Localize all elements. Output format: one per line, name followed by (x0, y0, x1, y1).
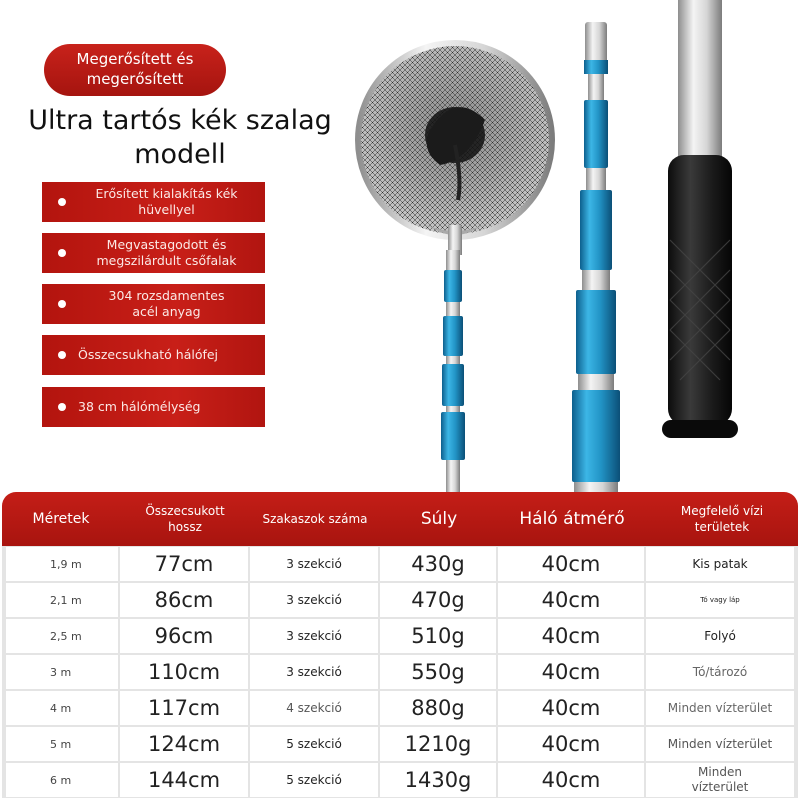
header-text: Súly (420, 509, 458, 529)
bullet-icon (58, 403, 66, 411)
handle-closeup (662, 0, 738, 438)
bullet-icon (58, 351, 66, 359)
cell-size: 5 m (6, 727, 118, 761)
header-text: hossz (168, 520, 202, 534)
feature-line: acél anyag (132, 304, 201, 319)
header-size (2, 492, 120, 546)
cell-weight: 510g (380, 619, 496, 653)
table-row (2, 654, 798, 690)
title-line-2: modell (134, 139, 226, 170)
cell-length: 96cm (120, 619, 248, 653)
cell-weight: 430g (380, 547, 496, 581)
header-text: Méretek (32, 511, 90, 527)
header-folded-length (120, 492, 250, 546)
cell-weight: 550g (380, 655, 496, 689)
feature-blue-sleeve (42, 182, 265, 222)
bullet-icon (58, 198, 66, 206)
cell-sections: 4 szekció (250, 691, 378, 725)
table-row (2, 546, 798, 582)
badge-line-1: Megerősített és (76, 50, 194, 68)
feature-foldable-head (42, 335, 265, 375)
header-sections (250, 492, 380, 546)
header-text: Összecsukott (145, 504, 225, 518)
feature-stainless-steel (42, 284, 265, 324)
cell-diameter: 40cm (498, 727, 644, 761)
feature-line: hüvellyel (138, 202, 195, 217)
header-water-areas (646, 492, 798, 546)
cell-size: 1,9 m (6, 547, 118, 581)
feature-line: Erősített kialakítás kék (95, 186, 238, 201)
cell-size: 4 m (6, 691, 118, 725)
cell-diameter: 40cm (498, 619, 644, 653)
cell-diameter: 40cm (498, 655, 644, 689)
table-body (2, 546, 798, 798)
cell-area: Tó/tározó (646, 655, 794, 689)
cell-diameter: 40cm (498, 763, 644, 797)
cell-length: 110cm (120, 655, 248, 689)
cell-size: 6 m (6, 763, 118, 797)
cell-sections: 3 szekció (250, 619, 378, 653)
cell-area: Tó vagy láp (646, 583, 794, 617)
feature-net-depth (42, 387, 265, 427)
reinforced-badge (44, 44, 226, 96)
cell-length: 124cm (120, 727, 248, 761)
net-head (358, 43, 552, 255)
cell-weight: 880g (380, 691, 496, 725)
middle-pole (441, 250, 465, 495)
cell-area: Kis patak (646, 547, 794, 581)
feature-line: 38 cm hálómélység (78, 399, 201, 414)
feature-text (74, 288, 265, 320)
header-net-diameter (498, 492, 646, 546)
badge-line-2: megerősített (86, 70, 184, 88)
cell-area: Folyó (646, 619, 794, 653)
cell-sections: 5 szekció (250, 763, 378, 797)
table-row (2, 690, 798, 726)
feature-text (74, 399, 265, 415)
cell-area: Minden vízterület (646, 691, 794, 725)
bullet-icon (58, 300, 66, 308)
cell-weight: 1430g (380, 763, 496, 797)
cell-area: Minden vízterület (646, 727, 794, 761)
cell-diameter: 40cm (498, 691, 644, 725)
cell-length: 86cm (120, 583, 248, 617)
feature-text (74, 186, 265, 218)
cell-weight: 470g (380, 583, 496, 617)
table-row (2, 726, 798, 762)
cell-size: 2,5 m (6, 619, 118, 653)
closeup-pole (572, 22, 620, 495)
cell-sections: 3 szekció (250, 583, 378, 617)
header-text: területek (694, 520, 750, 534)
title-line-1: Ultra tartós kék szalag (28, 105, 332, 136)
feature-line: Megvastagodott és (106, 237, 227, 252)
cell-area: Minden vízterület (646, 763, 794, 797)
cell-sections: 3 szekció (250, 547, 378, 581)
bullet-icon (58, 249, 66, 257)
feature-line: megszilárdult csőfalak (96, 253, 237, 268)
cell-diameter: 40cm (498, 547, 644, 581)
table-header (2, 492, 798, 546)
cell-weight: 1210g (380, 727, 496, 761)
table-row (2, 618, 798, 654)
feature-line: 304 rozsdamentes (108, 288, 225, 303)
header-text: Szakaszok száma (262, 512, 368, 526)
header-weight (380, 492, 498, 546)
cell-sections: 3 szekció (250, 655, 378, 689)
cell-sections: 5 szekció (250, 727, 378, 761)
cell-size: 3 m (6, 655, 118, 689)
feature-text (74, 347, 265, 363)
cell-diameter: 40cm (498, 583, 644, 617)
product-illustration (350, 0, 800, 495)
cell-length: 144cm (120, 763, 248, 797)
table-row (2, 582, 798, 618)
product-title (10, 104, 350, 172)
spec-table (2, 492, 798, 798)
cell-length: 117cm (120, 691, 248, 725)
table-row (2, 762, 798, 798)
cell-length: 77cm (120, 547, 248, 581)
cell-size: 2,1 m (6, 583, 118, 617)
header-text: Megfelelő vízi (680, 504, 764, 518)
header-text: Háló átmérő (519, 509, 625, 529)
feature-text (74, 237, 265, 269)
feature-line: Összecsukható hálófej (78, 347, 219, 362)
feature-thick-walls (42, 233, 265, 273)
